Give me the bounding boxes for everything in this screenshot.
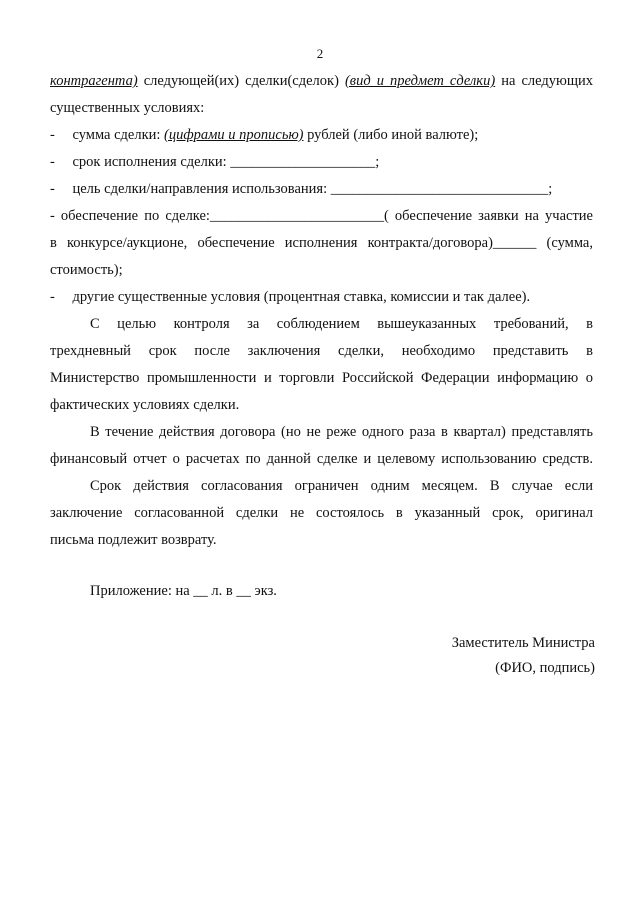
list-item-purpose bbox=[50, 180, 552, 198]
list-item-term bbox=[50, 153, 379, 171]
text-fragment: рублей (либо иной валюте); bbox=[303, 127, 479, 143]
paragraph-report-line-2: финансовый отчет о расчетах по данной сделке и целевому использованию средств. bbox=[50, 451, 593, 467]
paragraph-control-line-4: фактических условиях сделки. bbox=[50, 397, 240, 413]
paragraph-report-line-1: В течение действия договора (но не реже одного раза в квартал) представлять bbox=[90, 424, 593, 440]
list-item-amount bbox=[50, 126, 478, 144]
page-number: 2 bbox=[316, 46, 324, 61]
list-dash: - bbox=[50, 127, 55, 143]
list-dash: - bbox=[50, 289, 55, 305]
text-line-1 bbox=[50, 72, 593, 90]
text-fragment: на следующих bbox=[495, 73, 594, 89]
text-line-2: существенных условиях: bbox=[50, 100, 205, 116]
amount-placeholder: (цифрами и прописью) bbox=[164, 127, 304, 143]
text-fragment: срок исполнения сделки: ____________________; bbox=[72, 154, 380, 170]
paragraph-validity-line-2: заключение согласованной сделки не состоялось в указанный срок, оригинал bbox=[50, 505, 593, 521]
deal-type-placeholder: (вид и предмет сделки) bbox=[344, 73, 496, 89]
text-fragment: следующей(их) сделки(сделок) bbox=[137, 73, 345, 89]
text-fragment: сумма сделки: bbox=[72, 127, 165, 143]
paragraph-validity-line-3: письма подлежит возврату. bbox=[50, 532, 217, 548]
paragraph-control-line-2: трехдневный срок после заключения сделки, необходимо представить в bbox=[50, 343, 593, 359]
list-item-other bbox=[50, 288, 530, 306]
text-line-7: в конкурсе/аукционе, обеспечение исполнения контракта/договора)______ (сумма, bbox=[50, 235, 593, 251]
list-item-security: - обеспечение по сделке:________________________( обеспечение заявки на участие bbox=[50, 208, 593, 224]
contractor-placeholder: контрагента) bbox=[50, 73, 138, 89]
paragraph-control-line-1: С целью контроля за соблюдением вышеуказанных требований, в bbox=[90, 316, 593, 332]
signer-title: Заместитель Министра bbox=[451, 635, 595, 651]
paragraph-control-line-3: Министерство промышленности и торговли Российской Федерации информацию о bbox=[50, 370, 593, 386]
list-dash: - bbox=[50, 154, 55, 170]
attachment-note: Приложение: на __ л. в __ экз. bbox=[90, 583, 277, 599]
list-dash: - bbox=[50, 181, 55, 197]
paragraph-validity-line-1: Срок действия согласования ограничен одним месяцем. В случае если bbox=[90, 478, 593, 494]
text-fragment: цель сделки/направления использования: ______________________________; bbox=[72, 181, 553, 197]
text-line-8: стоимость); bbox=[50, 262, 123, 278]
text-fragment: другие существенные условия (процентная ставка, комиссии и так далее). bbox=[72, 289, 531, 305]
signer-name: (ФИО, подпись) bbox=[495, 660, 595, 676]
